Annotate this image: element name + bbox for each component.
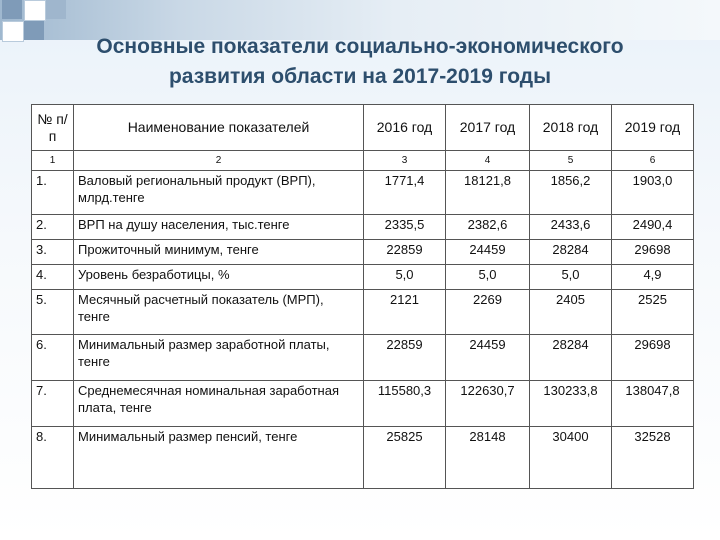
- value-2019: 4,9: [612, 265, 694, 290]
- value-2019: 1903,0: [612, 171, 694, 215]
- header-2019: 2019 год: [612, 105, 694, 151]
- value-2016: 25825: [364, 427, 446, 489]
- indicators-table: [31, 104, 694, 489]
- value-2016: 5,0: [364, 265, 446, 290]
- value-2017: 5,0: [446, 265, 530, 290]
- header-name: Наименование показателей: [74, 105, 364, 151]
- value-2019: 2490,4: [612, 215, 694, 240]
- value-2019: 2525: [612, 290, 694, 335]
- table-row: [32, 240, 694, 265]
- value-2017: 28148: [446, 427, 530, 489]
- value-2017: 122630,7: [446, 381, 530, 427]
- header-2016: 2016 год: [364, 105, 446, 151]
- row-name: Месячный расчетный показатель (МРП), тенге: [74, 290, 364, 335]
- row-number: 1.: [32, 171, 74, 215]
- title-line-2: развития области на 2017-2019 годы: [168, 65, 552, 88]
- row-number: 8.: [32, 427, 74, 489]
- row-number: 3.: [32, 240, 74, 265]
- value-2019: 29698: [612, 240, 694, 265]
- index-cell: 3: [364, 151, 446, 171]
- value-2018: 130233,8: [530, 381, 612, 427]
- table-row: [32, 290, 694, 335]
- value-2018: 5,0: [530, 265, 612, 290]
- header-num: № п/п: [32, 105, 74, 151]
- value-2017: 24459: [446, 335, 530, 381]
- row-number: 6.: [32, 335, 74, 381]
- value-2016: 22859: [364, 240, 446, 265]
- title-line-1: Основные показатели социально-экономического: [96, 35, 624, 58]
- value-2018: 28284: [530, 240, 612, 265]
- row-number: 5.: [32, 290, 74, 335]
- value-2018: 30400: [530, 427, 612, 489]
- value-2017: 2269: [446, 290, 530, 335]
- header-2017: 2017 год: [446, 105, 530, 151]
- row-number: 7.: [32, 381, 74, 427]
- value-2018: 1856,2: [530, 171, 612, 215]
- value-2018: 2405: [530, 290, 612, 335]
- row-name: Прожиточный минимум, тенге: [74, 240, 364, 265]
- row-name: ВРП на душу населения, тыс.тенге: [74, 215, 364, 240]
- value-2016: 2335,5: [364, 215, 446, 240]
- value-2017: 24459: [446, 240, 530, 265]
- table-row: [32, 215, 694, 240]
- index-cell: 6: [612, 151, 694, 171]
- table-row: [32, 171, 694, 215]
- value-2016: 2121: [364, 290, 446, 335]
- value-2017: 18121,8: [446, 171, 530, 215]
- value-2017: 2382,6: [446, 215, 530, 240]
- row-name: Уровень безработицы, %: [74, 265, 364, 290]
- value-2019: 138047,8: [612, 381, 694, 427]
- value-2019: 29698: [612, 335, 694, 381]
- row-name: Минимальный размер заработной платы, тенге: [74, 335, 364, 381]
- index-cell: 1: [32, 151, 74, 171]
- table-row: [32, 381, 694, 427]
- row-number: 2.: [32, 215, 74, 240]
- row-name: Валовый региональный продукт (ВРП), млрд.тенге: [74, 171, 364, 215]
- index-cell: 5: [530, 151, 612, 171]
- header-2018: 2018 год: [530, 105, 612, 151]
- value-2016: 115580,3: [364, 381, 446, 427]
- value-2016: 22859: [364, 335, 446, 381]
- table-row: [32, 427, 694, 489]
- square-decor: [2, 0, 22, 19]
- row-name: Минимальный размер пенсий, тенге: [74, 427, 364, 489]
- row-number: 4.: [32, 265, 74, 290]
- square-decor: [46, 0, 66, 19]
- square-decor: [2, 21, 24, 42]
- row-name: Среднемесячная номинальная заработная плата, тенге: [74, 381, 364, 427]
- table-row: [32, 265, 694, 290]
- square-decor: [24, 0, 46, 21]
- value-2018: 2433,6: [530, 215, 612, 240]
- value-2018: 28284: [530, 335, 612, 381]
- value-2019: 32528: [612, 427, 694, 489]
- value-2016: 1771,4: [364, 171, 446, 215]
- table-row: [32, 335, 694, 381]
- index-cell: 2: [74, 151, 364, 171]
- page-title: [40, 32, 680, 92]
- index-cell: 4: [446, 151, 530, 171]
